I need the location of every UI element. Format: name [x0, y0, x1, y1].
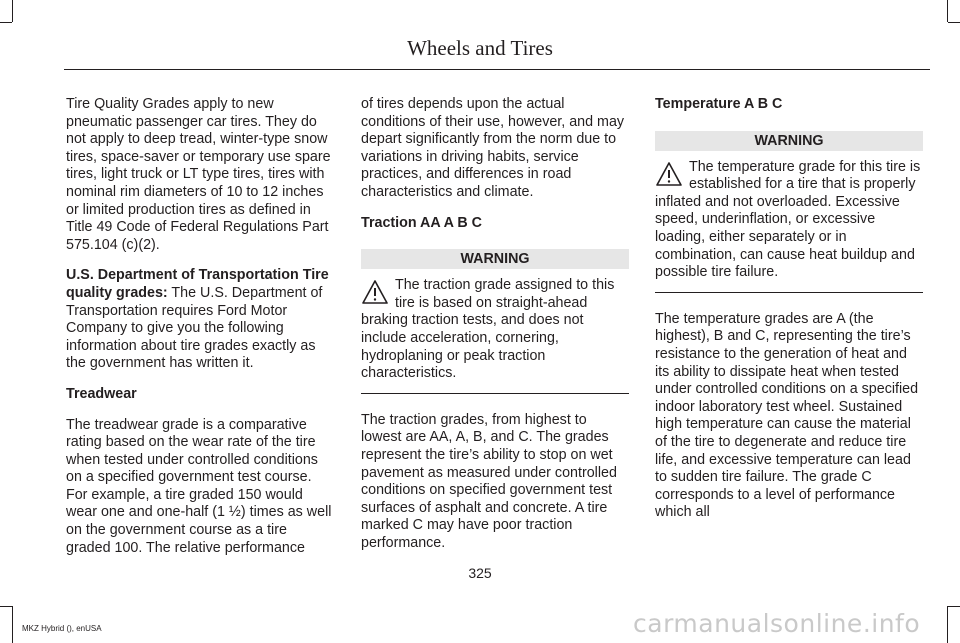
crop-mark: [947, 606, 948, 643]
footer-text: MKZ Hybrid (), enUSA: [22, 624, 102, 633]
treadwear-heading: Treadwear: [66, 385, 137, 402]
dot-paragraph: [66, 267, 334, 373]
crop-mark: [947, 0, 948, 22]
crop-mark: [0, 606, 12, 607]
traction-heading: Traction AA A B C: [361, 214, 482, 231]
page-number: 325: [468, 565, 492, 581]
crop-mark: [0, 22, 12, 23]
column-2: [361, 96, 629, 565]
temperature-paragraph: The temperature grades are A (the highest), B and C, representing the tire’s resistance to the generation of heat and its ability to dissipate heat when tested under controlled conditions on a specified indoor laboratory test wheel. Sustained high temperature can cause the material of the tire to degenerate and reduce tire life, and excessive temperature can lead to sudden tire failure. The grade C corresponds to a level of performance which all: [655, 310, 919, 521]
warning-triangle-icon: [655, 161, 683, 187]
warning-divider: [655, 292, 923, 293]
treadwear-paragraph: The treadwear grade is a comparative rating based on the wear rate of the tire when tested under controlled conditions on a specified government test course. For example, a tire graded 150 would wear one and one-half (1 ½) times as well on the government course as a tire graded 100. The relative performance: [66, 416, 332, 556]
warning-box: [655, 159, 923, 288]
conditions-paragraph: of tires depends upon the actual conditions of their use, however, and may depart significantly from the norm due to variations in driving habits, service practices, and differences in road characteristics and climate.: [361, 96, 625, 200]
warning-divider: [361, 393, 629, 394]
temperature-heading: Temperature A B C: [655, 96, 783, 112]
crop-mark: [12, 606, 13, 643]
warning-text: The temperature grade for this tire is established for a tire that is properly inflated and not overloaded. Excessive speed, underinflation, or excessive loading, either separately or in combination, can cause heat buildup and possible tire failure.: [655, 158, 921, 281]
crop-mark: [12, 0, 13, 22]
page-title: Wheels and Tires: [407, 36, 553, 60]
warning-triangle-icon: [361, 279, 389, 305]
header-divider: [64, 69, 930, 70]
intro-paragraph: Tire Quality Grades apply to new pneumatic passenger car tires. They do not apply to deep tread, winter-type snow tires, space-saver or temporary use spare tires, light truck or LT type tires, tires with nominal rim diameters of 10 to 12 inches or limited production tires as defined in Title 49 Code of Federal Regulations Part 575.104 (c)(2).: [66, 96, 331, 253]
crop-mark: [948, 606, 960, 607]
dot-text: The U.S. Department of Transportation requires Ford Motor Company to give you the following information about tire grades exactly as the government has written it.: [66, 284, 323, 372]
column-1: [66, 96, 334, 570]
warning-label: WARNING: [361, 249, 629, 269]
watermark: carmanualsonline.info: [633, 609, 921, 638]
dot-label: U.S. Department of Transportation Tire quality grades:: [66, 267, 329, 301]
warning-box: [361, 277, 629, 389]
warning-label: WARNING: [655, 131, 923, 151]
traction-paragraph: The traction grades, from highest to lowest are AA, A, B, and C. The grades represent the tire’s ability to stop on wet pavement as measured under controlled conditions on specified government test surfaces of asphalt and concrete. A tire marked C may have poor traction performance.: [361, 411, 617, 551]
column-3: [655, 96, 923, 535]
warning-text: The traction grade assigned to this tire is based on straight-ahead braking traction tests, and does not include acceleration, cornering, hydroplaning or peak traction characteristics.: [361, 277, 615, 382]
crop-mark: [948, 22, 960, 23]
